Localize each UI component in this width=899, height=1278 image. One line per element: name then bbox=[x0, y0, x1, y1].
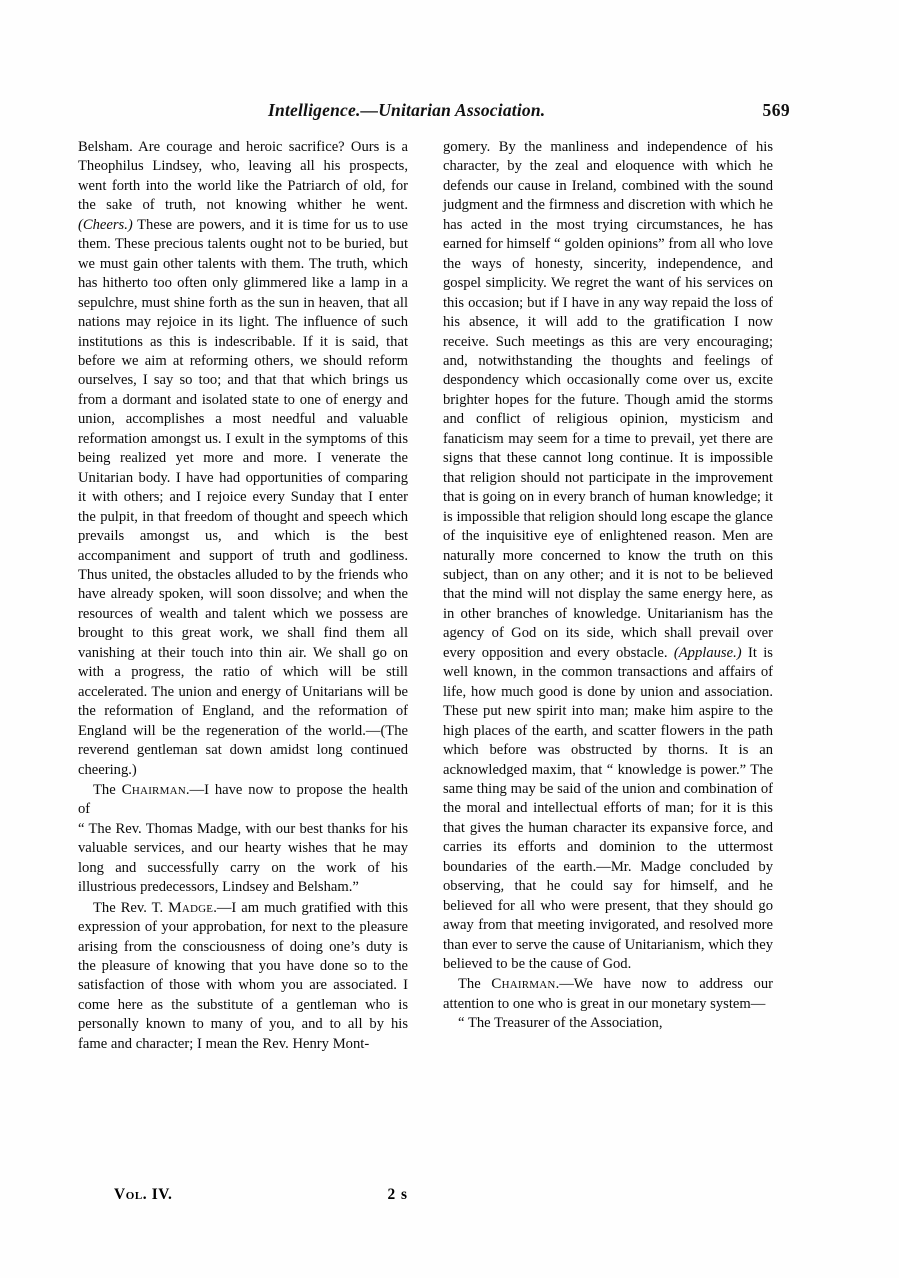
left-column bbox=[78, 138, 408, 1054]
text-run: The Rev. T. Madge.—I am much gratified with this expression of your approbation, for next to the pleasure arising from the consciousness of doing one’s duty is the pleasure of knowing that you have done so to the satisfaction of those with whom you are associated. I come here as the substitute of a gentleman who is personally known to many of you, and to all by his fame and character; I mean the Rev. Henry Mont- bbox=[78, 898, 409, 1052]
paragraph-madge-reply-continued bbox=[443, 138, 773, 974]
volume-label: Vol. IV. bbox=[114, 1186, 173, 1203]
text-run: The Chairman.—I have now to propose the health of bbox=[78, 780, 408, 818]
speaker-name-madge: Madge bbox=[168, 898, 214, 916]
stage-direction: (Cheers.) bbox=[78, 216, 133, 233]
running-head-title: Intelligence.—Unitarian Association. bbox=[268, 100, 546, 120]
page-footer bbox=[78, 1186, 408, 1210]
text-run: “ The Treasurer of the Association, bbox=[458, 1015, 663, 1032]
right-column bbox=[443, 138, 773, 1034]
text-run: gomery. By the manliness and independence of his character, by the zeal and eloquence with which he defends our cause in Ireland, combined with the sound judgment and the firmness and discretion with which he has acted in the most trying circumstances, he has earned for himself “ golden opinions” from all who love the ways of honesty, sincerity, independence, and gospel simplicity. We regret the want of his services on this occasion; but if I have in any way repaid the loss of his absence, it will add to the gratification I now receive. Such meetings as this are very encouraging; and, notwithstanding the thoughts and feelings of despondency which occasionally come over us, excite brighter hopes for the future. Though amid the storms and conflict of religious opinion, mysticism and fanaticism may seem for a time to prevail, yet there are signs that these cannot long continue. It is impossible that religion should not participate in the improvement that is going on in every branch of human knowledge; it is impossible that religion should long escape the glance of the inquisitive eye of enlightened reason. Men are naturally more concerned to know the truth on this subject, than on any other; and it is not to be believed that the mind will not display the same energy here, as in other branches of knowledge. Unitarianism has the agency of God on its side, which shall prevail over every opposition and every obstacle. (Applause.) It is well known, in the common transactions and affairs of life, how much good is done by union and association. These put new spirit into man; make him aspire to the high places of the earth, and scatter flowers in the path which before was obstructed by thorns. It is an acknowledged maxim, that “ knowledge is power.” The same thing may be said of the union and combination of the moral and intellectual efforts of man; for it is this that gives the human character its expansive force, and carries its efforts and dominion to the uttermost boundaries of the earth.—Mr. Madge concluded by observing, that he could say for himself, and he believed for all who were present, that they should go away from that meeting invigorated, and resolved more than ever to serve the cause of Unitarianism, which they believed to be the cause of God. bbox=[443, 139, 773, 973]
page-number: 569 bbox=[762, 100, 790, 120]
paragraph-toast-text bbox=[78, 820, 408, 898]
stage-direction: (Applause.) bbox=[673, 644, 742, 661]
speaker-name-chairman: Chairman bbox=[491, 975, 556, 993]
paragraph-chairman-treasurer bbox=[443, 974, 773, 1014]
paragraph-chairman-toast bbox=[78, 780, 408, 820]
paragraph-belsham-speech bbox=[78, 138, 408, 780]
text-run: “ The Rev. Thomas Madge, with our best thanks for his valuable services, and our hearty wishes that he may long and successfully carry on the work of his illustrious predecessors, Lindsey and Belsham.” bbox=[78, 820, 408, 896]
text-run: Belsham. Are courage and heroic sacrifice? Ours is a Theophilus Lindsey, who, leaving all his prospects, went forth into the world like the Patriarch of old, for the sake of truth, not knowing whither he went. (Cheers.) These are powers, and it is time for us to use them. These precious talents ought not to be buried, but we must gain other talents with them. The truth, which has hitherto too often only glimmered like a lamp in a sepulchre, must shine forth as the sun in heaven, that all nations may rejoice in its light. The influence of such institutions as this is indescribable. If it is said, that before we aim at reforming others, we should reform ourselves, I say so too; and that that which brings us from a dormant and isolated state to one of energy and union, accomplishes a most needful and valuable reformation amongst us. I exult in the symptoms of this being realized yet more and more. I venerate the Unitarian body. I have had opportunities of comparing it with others; and I rejoice every Sunday that I enter the pulpit, in that freedom of thought and speech which prevails amongst us, and which is the best accompaniment and support of truth and godliness. Thus united, the obstacles alluded to by the friends who have already spoken, will soon dissolve; and when the resources of wealth and talent which we possess are brought to this great work, we shall find them all vanishing at their touch into thin air. We shall go on with a progress, the ratio of which will be still accelerated. The union and energy of Unitarians will be the reformation of England, and the reformation of England will be the regeneration of the world.—(The reverend gentleman sat down amidst long continued cheering.) bbox=[78, 139, 408, 778]
paragraph-treasurer-toast bbox=[443, 1014, 773, 1033]
body-columns bbox=[78, 138, 790, 1188]
paragraph-madge-reply bbox=[78, 898, 408, 1055]
text-run: The Chairman.—We have now to address our attention to one who is great in our monetary system— bbox=[443, 975, 773, 1012]
speaker-name-chairman: Chairman bbox=[121, 780, 186, 798]
running-head bbox=[78, 100, 790, 126]
signature-mark: 2 s bbox=[387, 1186, 408, 1203]
